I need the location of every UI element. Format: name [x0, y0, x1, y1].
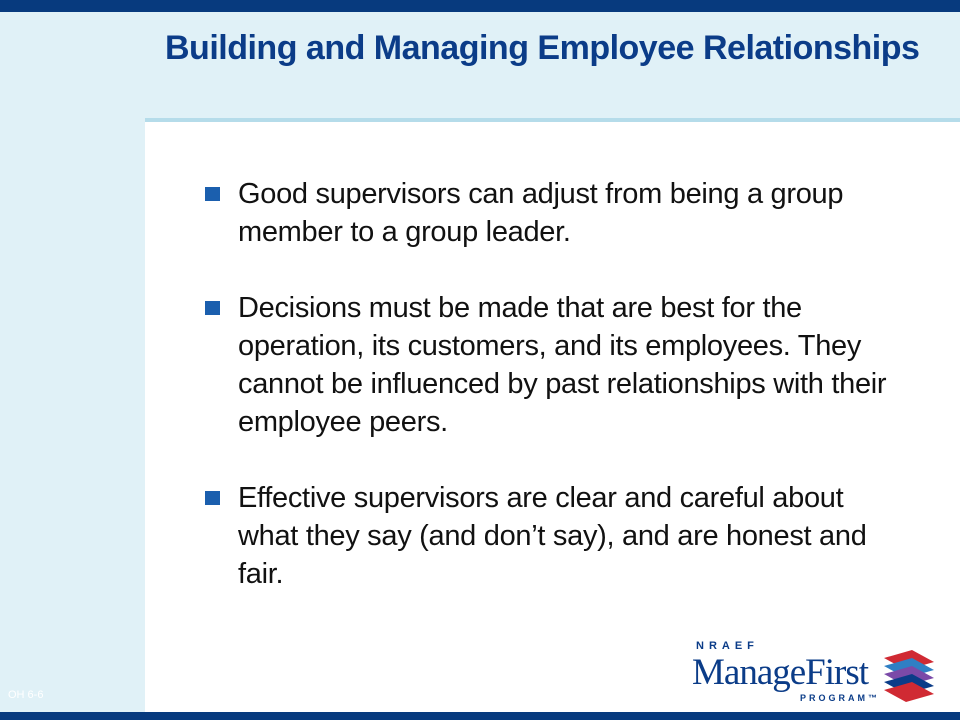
bullet-text: Good supervisors can adjust from being a group member to a group leader.: [238, 178, 844, 248]
bullet-list: [205, 175, 895, 631]
bullet-item: [205, 289, 895, 441]
top-bar: [0, 0, 960, 12]
logo-bottom-text: PROGRAM™: [800, 693, 880, 703]
square-bullet-icon: [205, 301, 220, 315]
bullet-text: Decisions must be made that are best for the operation, its customers, and its employees. They cannot be influenced by past relationships with their employee peers.: [238, 292, 887, 438]
bullet-item: [205, 479, 895, 593]
bottom-bar: [0, 712, 960, 720]
stacked-books-icon: [878, 648, 938, 704]
logo-top-text: NRAEF: [696, 640, 759, 652]
logo-main-text: ManageFirst: [692, 652, 869, 693]
managefirst-logo: [692, 640, 942, 708]
slide-number: OH 6-6: [8, 689, 44, 701]
slide-title: Building and Managing Employee Relationships: [165, 29, 920, 67]
left-panel: [0, 12, 145, 712]
bullet-item: [205, 175, 895, 251]
square-bullet-icon: [205, 491, 220, 505]
title-divider: [145, 118, 960, 122]
bullet-text: Effective supervisors are clear and careful about what they say (and don’t say), and are honest and fair.: [238, 482, 867, 590]
square-bullet-icon: [205, 187, 220, 201]
